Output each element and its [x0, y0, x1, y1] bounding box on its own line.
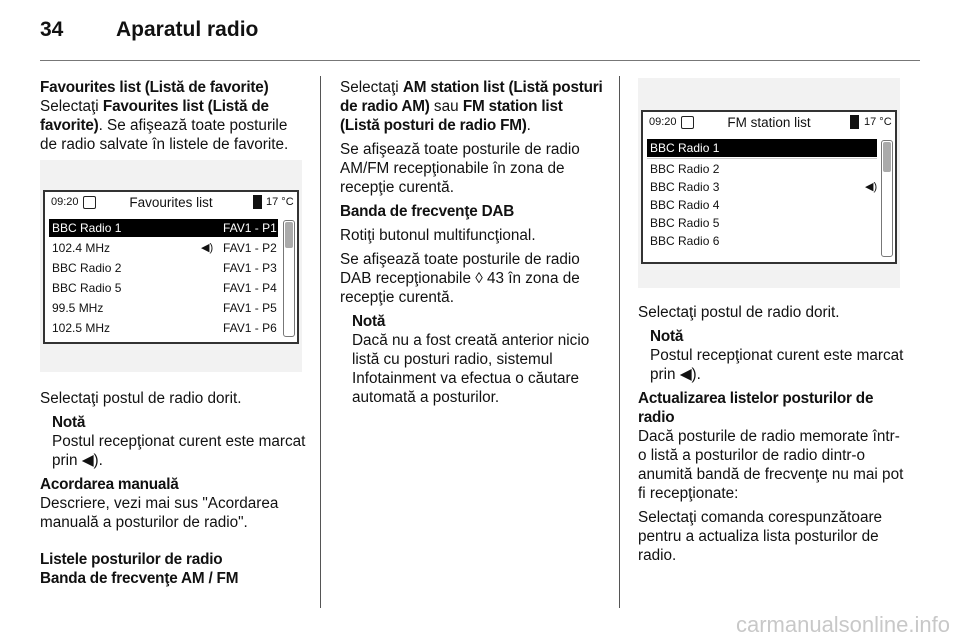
list-item[interactable]: BBC Radio 1 FAV1 - P1 [49, 219, 278, 237]
list-item[interactable]: 102.4 MHz ◀) FAV1 - P2 [52, 241, 277, 255]
list-item[interactable]: BBC Radio 5 FAV1 - P4 [52, 281, 277, 295]
battery-icon [253, 195, 262, 209]
battery-icon [850, 115, 859, 129]
paragraph-select-station: Selectaţi postul de radio dorit. [40, 390, 242, 407]
column-divider-1 [320, 76, 321, 608]
favourites-display [43, 190, 299, 344]
temperature: 17 °C [864, 116, 892, 128]
row-separator [647, 158, 877, 159]
temperature: 17 °C [266, 196, 294, 208]
heading-manual-tuning: Acordarea manuală [40, 476, 179, 493]
column-3-lower [638, 303, 904, 570]
note-block [52, 413, 306, 470]
list-item[interactable]: 99.5 MHz FAV1 - P5 [52, 301, 277, 315]
note-text: Postul recepţionat curent este marcat prin ◀). [650, 347, 904, 383]
note-block [650, 327, 904, 384]
heading-update-lists: Actualizarea listelor posturilor de radio [638, 390, 874, 426]
header-rule [40, 60, 920, 61]
speaker-icon: ◀) [201, 242, 214, 254]
scrollbar-thumb[interactable] [883, 142, 891, 172]
note-title: Notă [52, 414, 86, 431]
list-item[interactable]: BBC Radio 2 FAV1 - P3 [52, 261, 277, 275]
list-item[interactable]: BBC Radio 6 [650, 234, 720, 248]
page-number: 34 [40, 18, 64, 41]
column-2 [340, 78, 606, 412]
list-item[interactable]: BBC Radio 1 [647, 139, 877, 157]
display-title: Favourites list [129, 195, 213, 210]
paragraph-manual-tuning: Descriere, vezi mai sus "Acordarea manuală a posturilor de radio". [40, 495, 279, 531]
watermark: carmanualsonline.info [735, 612, 950, 637]
paragraph-am-fm-display: Se afişează toate posturile de radio AM/FM recepţionabile în zona de recepţie curentă. [340, 141, 580, 196]
heading-dab-band: Banda de frecvenţe DAB [340, 203, 515, 220]
column-1-lower [40, 389, 306, 593]
paragraph-dab-display: Se afişează toate posturile de radio DAB recepţionabile ◊ 43 în zona de recepţie curentă. [340, 251, 580, 306]
list-item[interactable]: BBC Radio 5 [650, 216, 720, 230]
page-header [40, 18, 258, 42]
list-item[interactable]: 102.5 MHz FAV1 - P6 [52, 321, 277, 335]
list-item[interactable]: BBC Radio 4 [650, 198, 720, 212]
note-block [352, 312, 606, 407]
heading-station-lists: Listele posturilor de radio [40, 551, 223, 568]
heading-am-fm-band: Banda de frecvenţe AM / FM [40, 570, 239, 587]
paragraph-select-station: Selectaţi postul de radio dorit. [638, 304, 840, 321]
scrollbar[interactable] [283, 220, 295, 337]
paragraph-favourites: Selectaţi Favourites list (Listă de favorite). Se afişează toate posturile de radio salvate în listele de favorite. [40, 98, 289, 153]
note-title: Notă [352, 313, 386, 330]
paragraph-update-action: Selectaţi comanda corespunzătoare pentru a actualiza lista posturilor de radio. [638, 509, 883, 564]
fm-list-screenshot [638, 78, 900, 288]
display-status-bar [45, 192, 297, 214]
clock-time: 09:20 [51, 196, 79, 208]
clock-time: 09:20 [649, 116, 677, 128]
paragraph-update-condition: Dacă posturile de radio memorate într-o listă a posturilor de radio dintr-o anumită bandă de frecvenţe nu mai pot fi recepţionate: [638, 428, 904, 502]
speaker-icon: ◀) [865, 181, 878, 193]
list-item[interactable]: BBC Radio 2 [650, 162, 720, 176]
favourites-screenshot [40, 160, 302, 372]
paragraph-rotate-knob: Rotiţi butonul multifuncţional. [340, 227, 536, 244]
note-text: Postul recepţionat curent este marcat prin ◀). [52, 433, 306, 469]
column-divider-2 [619, 76, 620, 608]
scrollbar[interactable] [881, 140, 893, 257]
list-item[interactable]: BBC Radio 3 ◀) [650, 180, 878, 194]
display-status-bar [643, 112, 895, 134]
scrollbar-thumb[interactable] [285, 222, 293, 248]
note-text: Dacă nu a fost creată anterior nicio listă cu posturi radio, sistemul Infotainment va efectua o căutare automată a posturilor. [352, 332, 590, 406]
display-title: FM station list [727, 115, 811, 130]
page-title: Aparatul radio [116, 18, 259, 41]
fm-list-display [641, 110, 897, 264]
heading-favourites-list: Favourites list (Listă de favorite) [40, 79, 269, 96]
column-1 [40, 78, 306, 159]
paragraph-select-am-fm-list: Selectaţi AM station list (Listă posturi de radio AM) sau FM station list (Listă posturi de radio FM). [340, 79, 603, 134]
note-title: Notă [650, 328, 684, 345]
